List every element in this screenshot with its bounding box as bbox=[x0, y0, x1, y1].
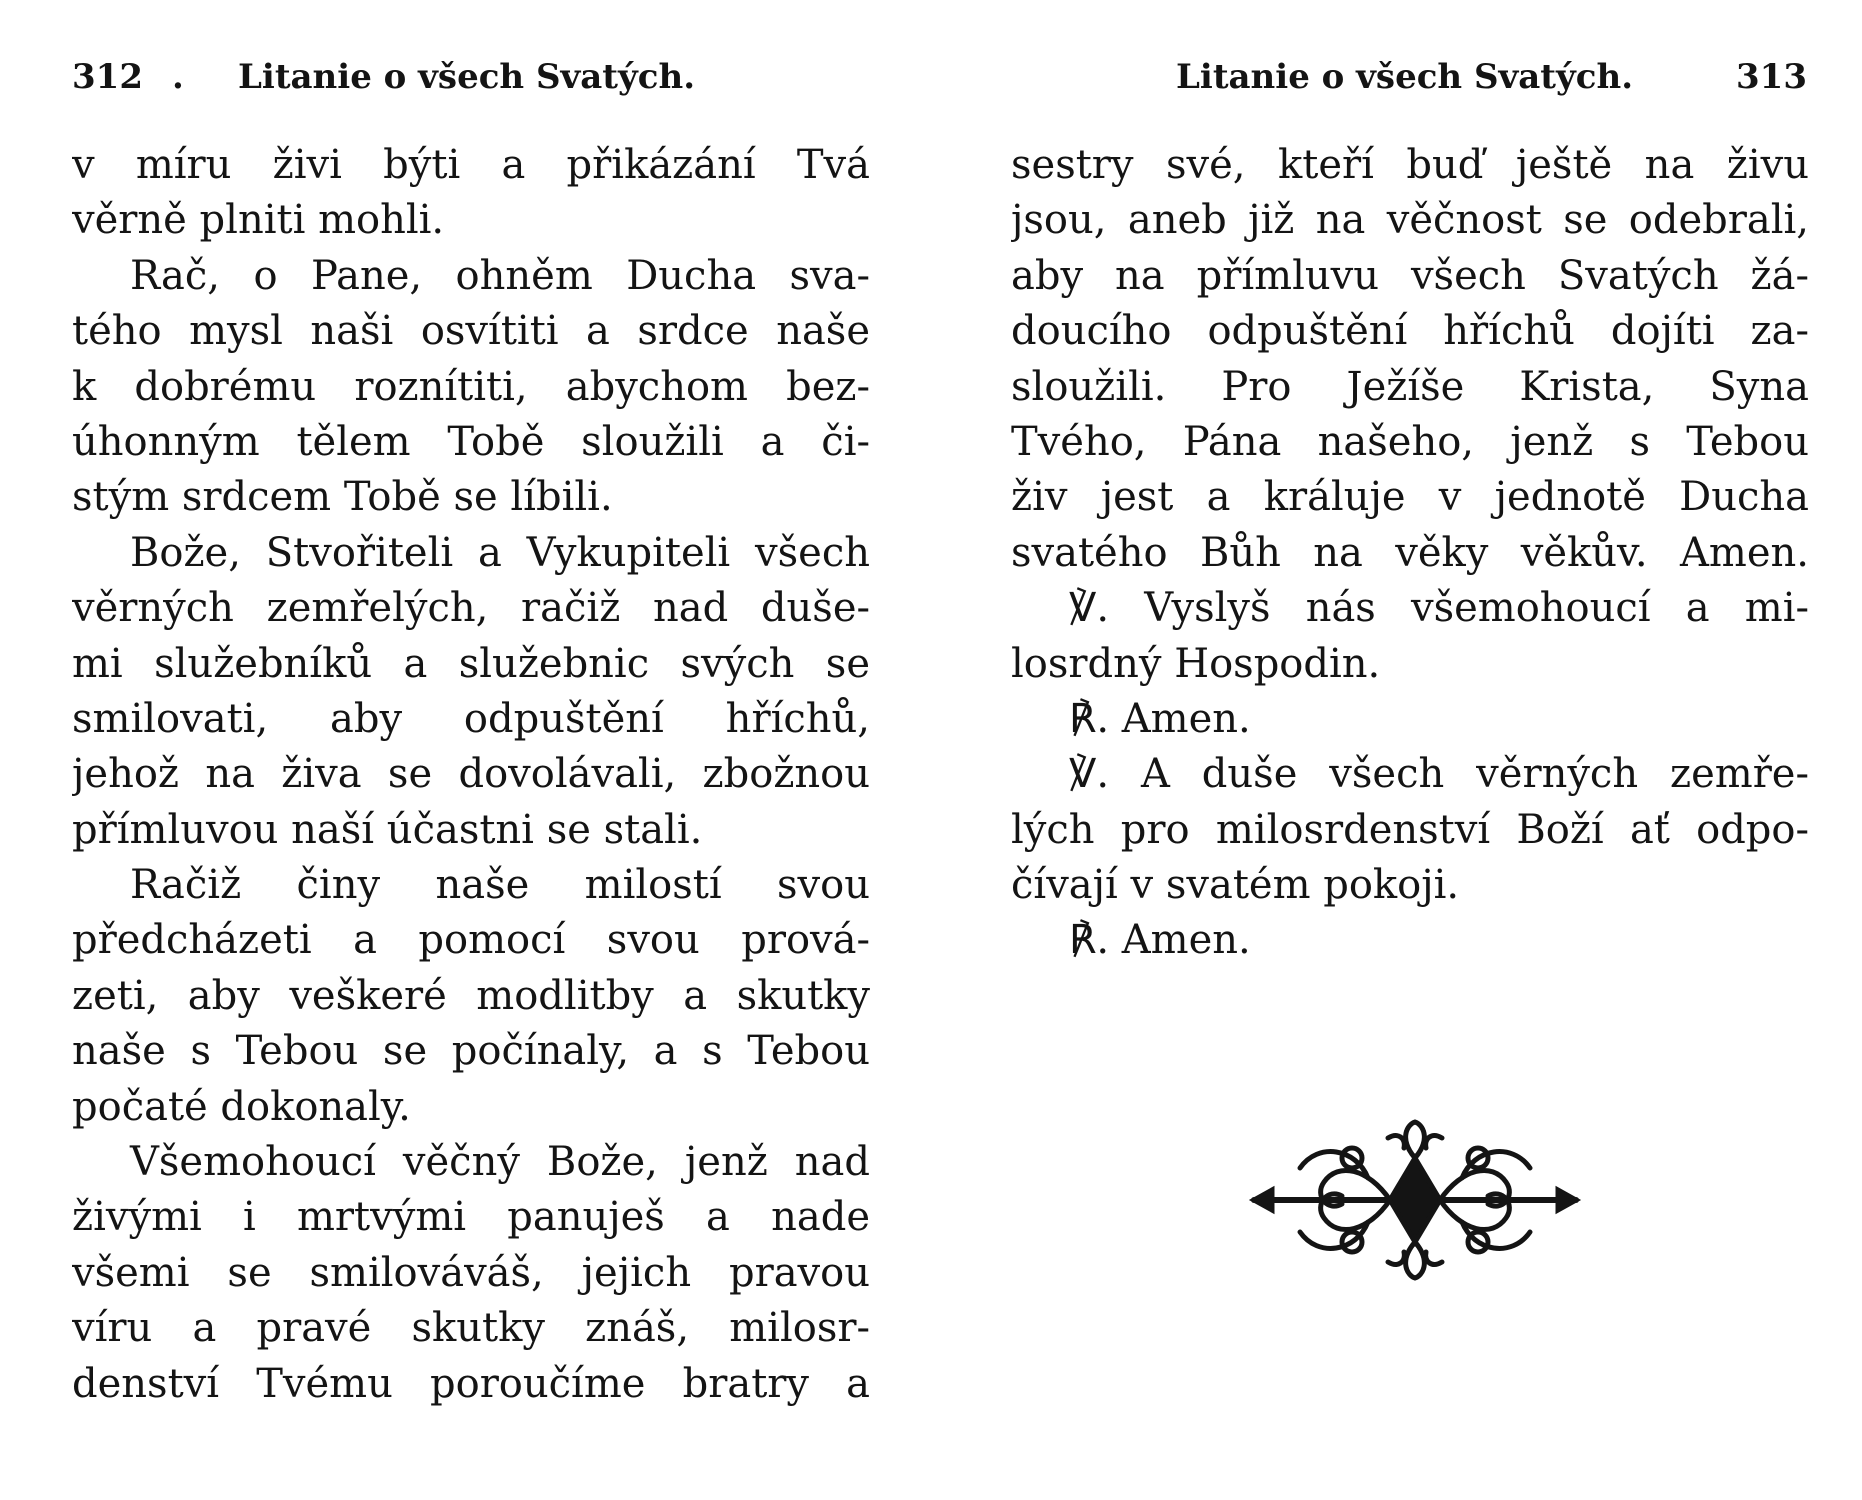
text-line: svatého Bůh na věky věkův. Amen. bbox=[1011, 529, 1809, 576]
text-line: věrných zemřelých, račiž nad duše- bbox=[72, 585, 870, 632]
text-line: k dobrému roznítiti, abychom bez- bbox=[72, 363, 870, 410]
text-line: v míru živi býti a přikázání Tvá bbox=[72, 142, 870, 188]
text-line: sestry své, kteří buď ještě na živu bbox=[1011, 142, 1809, 188]
text-line: Bože, Stvořiteli a Vykupiteli všech bbox=[130, 529, 870, 576]
text-line: čívají v svatém pokoji. bbox=[1011, 862, 1460, 909]
text-line: aby na přímluvu všech Svatých žá- bbox=[1011, 252, 1809, 299]
text-line: smilovati, aby odpuštění hříchů, bbox=[72, 695, 870, 742]
text-line: denství Tvému poroučíme bratry a bbox=[72, 1360, 870, 1407]
versicle-line: ℣. A duše všech věrných zemře- bbox=[1069, 751, 1809, 798]
running-title: Litanie o všech Svatých. bbox=[238, 57, 696, 97]
text-line: doucího odpuštění hříchů dojíti za- bbox=[1011, 308, 1809, 355]
response-line: ℟. Amen. bbox=[1069, 695, 1251, 742]
text-line: jsou, aneb již na věčnost se odebrali, bbox=[1011, 197, 1809, 244]
text-line: losrdný Hospodin. bbox=[1011, 640, 1381, 687]
text-line: živými i mrtvými panuješ a nade bbox=[72, 1194, 870, 1241]
page-number: 313 bbox=[1736, 57, 1807, 97]
text-line: přímluvou naší účastni se stali. bbox=[72, 806, 703, 853]
text-line: Račiž činy naše milostí svou bbox=[130, 862, 870, 909]
text-line: víru a pravé skutky znáš, milosr- bbox=[72, 1305, 870, 1352]
running-title: Litanie o všech Svatých. bbox=[1176, 57, 1634, 97]
text-line: Rač, o Pane, ohněm Ducha sva- bbox=[130, 252, 870, 299]
text-line: stým srdcem Tobě se líbili. bbox=[72, 474, 613, 521]
text-line: počaté dokonaly. bbox=[72, 1083, 411, 1130]
response-line: ℟. Amen. bbox=[1069, 917, 1251, 964]
text-line: zeti, aby veškeré modlitby a skutky bbox=[72, 972, 870, 1019]
text-line: Všemohoucí věčný Bože, jenž nad bbox=[130, 1139, 870, 1186]
page-number: 312 bbox=[72, 57, 143, 97]
right-page bbox=[931, 0, 1862, 1500]
text-line: všemi se smilováváš, jejich pravou bbox=[72, 1249, 870, 1296]
floral-ornament-icon bbox=[1248, 1118, 1582, 1282]
text-line: lých pro milosrdenství Boží ať odpo- bbox=[1011, 806, 1809, 853]
text-line: tého mysl naši osvítiti a srdce naše bbox=[72, 308, 870, 355]
text-line: věrně plniti mohli. bbox=[72, 197, 445, 244]
text-line: předcházeti a pomocí svou prová- bbox=[72, 917, 870, 964]
text-line: živ jest a králuje v jednotě Ducha bbox=[1011, 474, 1809, 521]
text-line: jehož na živa se dovolávali, zbožnou bbox=[72, 751, 870, 798]
text-line: Tvého, Pána našeho, jenž s Tebou bbox=[1011, 418, 1809, 465]
body-text bbox=[1011, 138, 1809, 969]
header-separator: . bbox=[172, 57, 184, 97]
text-line: sloužili. Pro Ježíše Krista, Syna bbox=[1011, 363, 1809, 410]
versicle-line: ℣. Vyslyš nás všemohoucí a mi- bbox=[1069, 585, 1809, 632]
text-line: mi služebníků a služebnic svých se bbox=[72, 640, 870, 687]
text-line: úhonným tělem Tobě sloužili a či- bbox=[72, 418, 870, 465]
body-text bbox=[72, 138, 870, 1412]
text-line: naše s Tebou se počínaly, a s Tebou bbox=[72, 1028, 870, 1075]
